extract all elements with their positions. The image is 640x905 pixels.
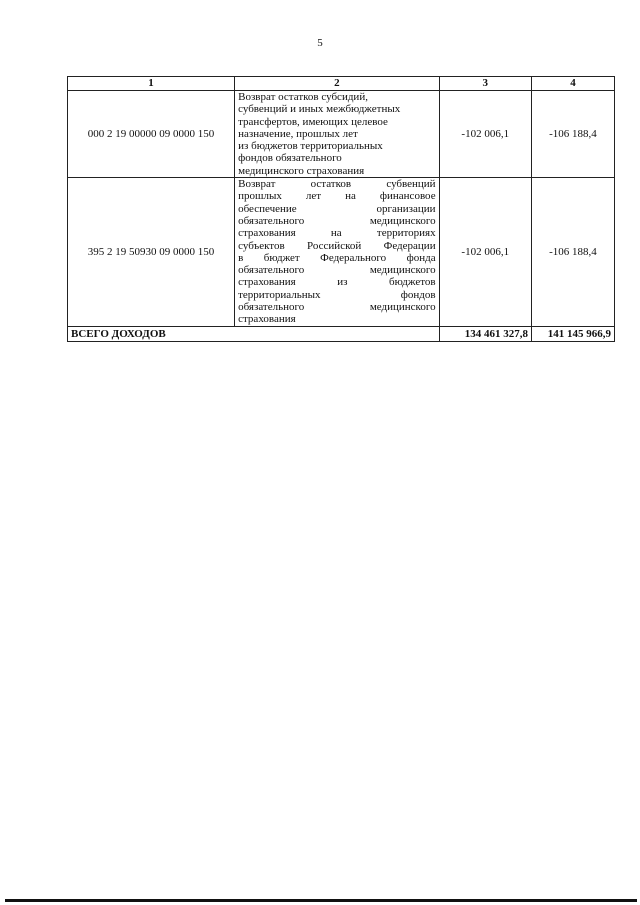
description-line: страхования из бюджетов <box>238 276 436 289</box>
description-line: обеспечение организации <box>238 202 436 215</box>
table-header-row <box>68 77 615 91</box>
description-line: трансфертов, имеющих целевое <box>238 115 388 128</box>
column-header-1: 1 <box>68 77 235 91</box>
table-row <box>68 178 615 327</box>
description-line: страхования <box>238 313 296 326</box>
value-cell-3: -102 006,1 <box>439 178 531 327</box>
description-line: обязательного медицинского <box>238 214 436 227</box>
column-header-3: 3 <box>439 77 531 91</box>
description-line: Возврат остатков субвенций <box>238 178 436 191</box>
description-line: обязательного медицинского <box>238 301 436 314</box>
value-cell-4: -106 188,4 <box>531 178 614 327</box>
description-line: страхования на территориях <box>238 227 436 240</box>
revenue-table <box>67 76 615 342</box>
total-value-3: 134 461 327,8 <box>439 326 531 341</box>
description-line: обязательного медицинского <box>238 264 436 277</box>
description-line: территориальных фондов <box>238 288 436 301</box>
description-line: субвенций и иных межбюджетных <box>238 103 401 116</box>
description-line: прошлых лет на финансовое <box>238 190 436 203</box>
total-value-4: 141 145 966,9 <box>531 326 614 341</box>
budget-code-cell: 000 2 19 00000 09 0000 150 <box>68 91 235 178</box>
description-line: медицинского страхования <box>238 164 365 177</box>
description-line: Возврат остатков субсидий, <box>238 91 368 103</box>
total-row <box>68 326 615 341</box>
footer-divider <box>5 899 637 902</box>
value-cell-4: -106 188,4 <box>531 91 614 178</box>
description-line: субъектов Российской Федерации <box>238 239 436 252</box>
description-line: в бюджет Федерального фонда <box>238 251 436 264</box>
page-number: 5 <box>317 37 323 49</box>
table-row <box>68 91 615 178</box>
description-line: назначение, прошлых лет <box>238 127 358 140</box>
column-header-2: 2 <box>235 77 439 91</box>
total-label: ВСЕГО ДОХОДОВ <box>68 326 440 341</box>
description-line: фондов обязательного <box>238 152 342 165</box>
description-cell <box>235 91 439 178</box>
column-header-4: 4 <box>531 77 614 91</box>
value-cell-3: -102 006,1 <box>439 91 531 178</box>
budget-code-cell: 395 2 19 50930 09 0000 150 <box>68 178 235 327</box>
description-line: из бюджетов территориальных <box>238 140 383 153</box>
description-cell <box>235 178 439 327</box>
